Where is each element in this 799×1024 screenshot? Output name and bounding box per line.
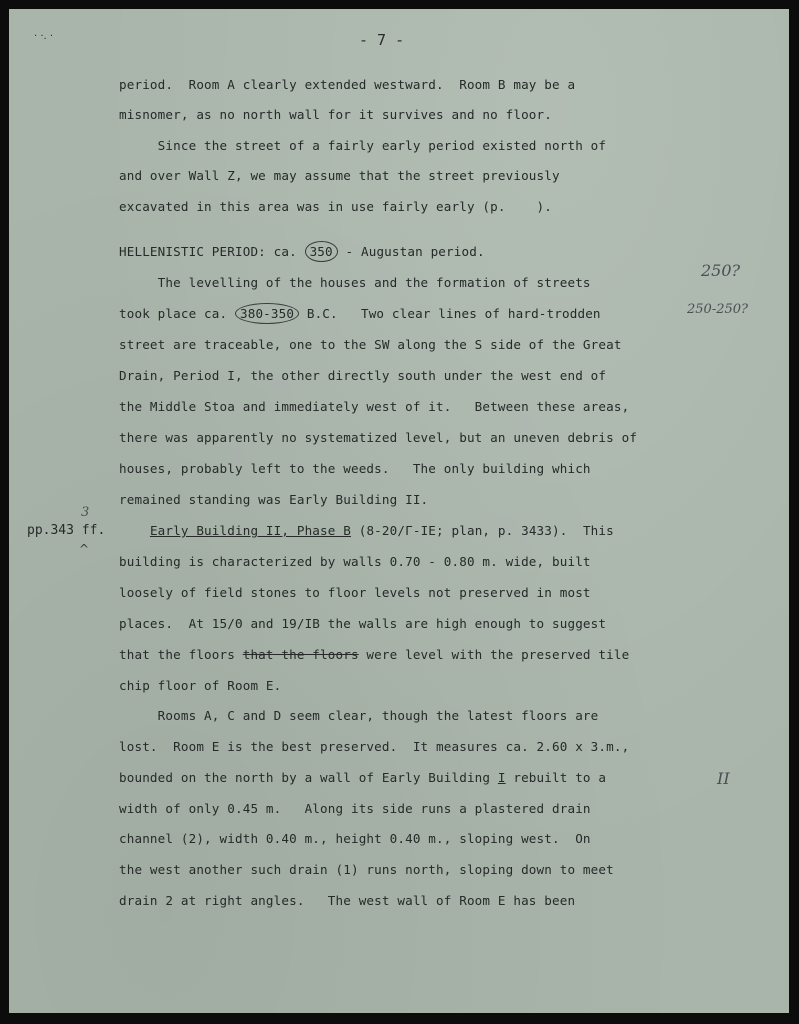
underlined-numeral: I: [497, 770, 506, 785]
text-segment: were level with the preserved tile: [358, 647, 630, 662]
text-line: Drain, Period I, the other directly south under the west end of: [119, 368, 607, 383]
text-line: chip floor of Room E.: [119, 678, 282, 693]
circled-date: 350: [305, 241, 338, 262]
handwritten-date-range-note: 250-250?: [687, 302, 748, 317]
circled-date-range: 380-350: [235, 303, 299, 324]
heading-text: HELLENISTIC PERIOD: ca.: [119, 244, 305, 259]
text-line: houses, probably left to the weeds. The only building which: [119, 461, 591, 476]
document-page: [9, 9, 789, 1013]
struck-text: that the floors: [242, 647, 359, 662]
text-line: misnomer, as no north wall for it survives and no floor.: [119, 107, 552, 122]
text-line: [119, 647, 629, 662]
text-line: period. Room A clearly extended westward. Room B may be a: [119, 77, 576, 92]
heading-suffix: - Augustan period.: [337, 244, 485, 259]
text-line: street are traceable, one to the SW along the S side of the Great: [119, 337, 622, 352]
text-line: the Middle Stoa and immediately west of it. Between these areas,: [119, 399, 630, 414]
text-line: and over Wall Z, we may assume that the street previously: [119, 168, 560, 183]
text-line: [119, 523, 614, 538]
handwritten-insert-digit: 3: [81, 505, 90, 520]
subsection-title: Early Building II, Phase B: [149, 523, 351, 538]
text-segment: that the floors: [119, 647, 243, 662]
text-segment: (8-20/Γ-IE; plan, p. 3433). This: [350, 523, 614, 538]
text-segment: rebuilt to a: [505, 770, 607, 785]
text-line: excavated in this area was in use fairly early (p. ).: [119, 199, 552, 214]
text-line: loosely of field stones to floor levels not preserved in most: [119, 585, 591, 600]
text-line: The levelling of the houses and the formation of streets: [119, 275, 591, 290]
handwritten-date-note: 250?: [701, 261, 741, 280]
ink-specks: · ·. ·: [34, 31, 54, 42]
text-line: remained standing was Early Building II.: [119, 492, 429, 507]
text-line: Since the street of a fairly early period existed north of: [119, 138, 607, 153]
caret-mark: ^: [79, 542, 90, 556]
text-line: the west another such drain (1) runs north, sloping down to meet: [119, 862, 614, 877]
text-line: channel (2), width 0.40 m., height 0.40 m., sloping west. On: [119, 831, 591, 846]
indent: [119, 523, 150, 538]
text-segment: B.C. Two clear lines of hard-trodden: [299, 306, 601, 321]
text-line: [119, 770, 606, 785]
text-line: building is characterized by walls 0.70 - 0.80 m. wide, built: [119, 554, 591, 569]
text-segment: took place ca.: [119, 306, 235, 321]
text-segment: bounded on the north by a wall of Early Building: [119, 770, 498, 785]
text-line: width of only 0.45 m. Along its side runs a plastered drain: [119, 801, 591, 816]
section-heading: [119, 244, 485, 259]
text-line: drain 2 at right angles. The west wall of Room E has been: [119, 893, 576, 908]
text-line: [119, 306, 601, 321]
margin-page-reference: pp.343 ff.: [27, 523, 106, 538]
page-number: - 7 -: [359, 31, 405, 49]
text-line: lost. Room E is the best preserved. It measures ca. 2.60 x 3.m.,: [119, 739, 630, 754]
handwritten-correction: II: [717, 769, 730, 788]
text-line: there was apparently no systematized level, but an uneven debris of: [119, 430, 638, 445]
text-line: Rooms A, C and D seem clear, though the latest floors are: [119, 708, 599, 723]
text-line: places. At 15/Θ and 19/IB the walls are high enough to suggest: [119, 616, 607, 631]
